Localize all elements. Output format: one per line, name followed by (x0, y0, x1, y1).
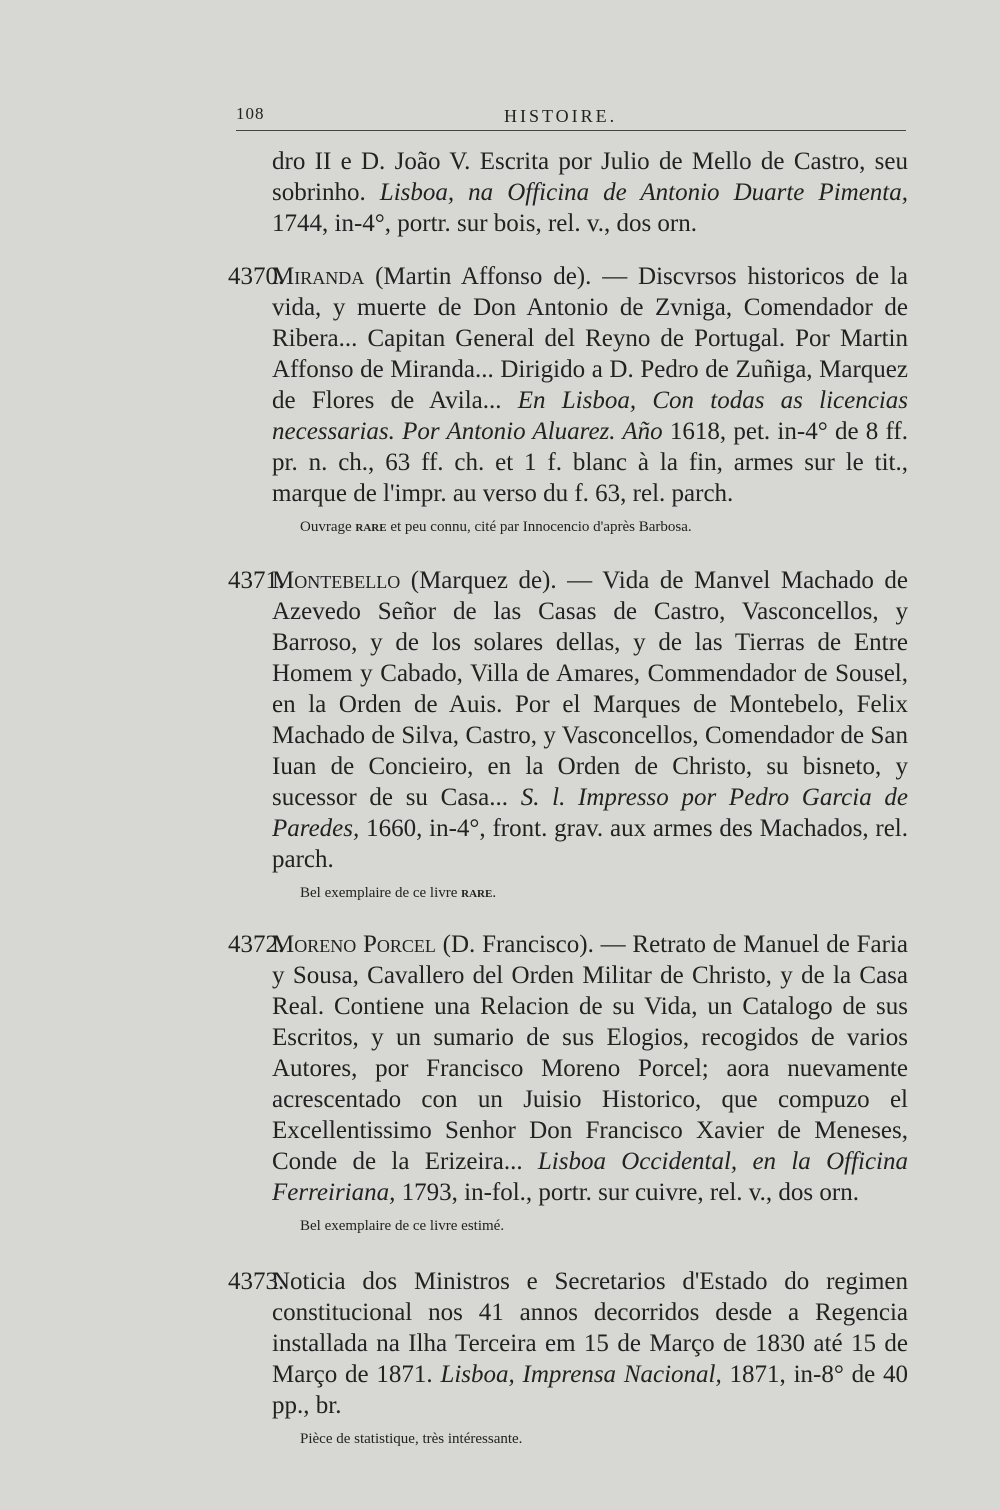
entry-author: Moreno Porcel (272, 931, 436, 958)
entry-author: Montebello (272, 567, 401, 594)
continuation-entry (228, 146, 908, 239)
entry-text: Noticia dos Ministros e Secretarios d'Estado do regimen constitucional nos 41 annos decorridos desde a Regencia installada na Ilha Terceira em 15 de Março de 1830 até 15 de Março de 1871. Lisboa, Imprensa Nacional, 1871, in-8° de 40 pp., br. (272, 1268, 908, 1419)
entry-number: 4371. (228, 567, 285, 594)
entry-note: Pièce de statistique, très intéressante. (300, 1431, 523, 1447)
entry-note: Bel exemplaire de ce livre rare. (300, 885, 497, 901)
page-header (236, 104, 906, 132)
entry-note: Bel exemplaire de ce livre estimé. (300, 1218, 505, 1234)
entry-text: Miranda (Martin Affonso de). — Discvrsos historicos de la vida, y muerte de Don Antonio de Zvniga, Comendador de Ribera... Capitan General del Reyno de Portugal. Por Martin Affonso de Miranda... Dirigido a D. Pedro de Zuñiga, Marquez de Flores de Avila... En Lisboa, Con todas as licencias necessarias. Por Antonio Aluarez. Año 1618, pet. in-4° de 8 ff. pr. n. ch., 63 ff. ch. et 1 f. blanc à la fin, armes sur le tit., marque de l'impr. au verso du f. 63, rel. parch. (272, 263, 909, 507)
continuation-text: dro II e D. João V. Escrita por Julio de Mello de Castro, seu sobrinho. Lisboa, na Officina de Antonio Duarte Pimenta, 1744, in-4°, portr. sur bois, rel. v., dos orn. (272, 148, 908, 237)
entry-text: Moreno Porcel (D. Francisco). — Retrato de Manuel de Faria y Sousa, Cavallero del Orden Militar de Christo, y de la Casa Real. Contiene una Relacion de su Vida, un Catalogo de sus Escritos, y un sumario de sus Elogios, recogidos de varios Autores, por Francisco Moreno Porcel; aora nuevamente acrescentado con un Juisio Historico, que compuzo el Excellentissimo Senhor Don Francisco Xavier de Meneses, Conde de la Erizeira... Lisboa Occidental, en la Officina Ferreiriana, 1793, in-fol., portr. sur cuivre, rel. v., dos orn. (272, 931, 908, 1206)
catalog-entry-4373 (228, 1266, 908, 1421)
catalog-entry-4370 (228, 261, 908, 509)
page-body (228, 146, 908, 1449)
catalog-entry-4371 (228, 565, 908, 875)
entry-number: 4372. (228, 931, 285, 958)
header-rule (236, 130, 906, 131)
page-number: 108 (236, 104, 265, 123)
entry-author: Miranda (272, 263, 365, 290)
entry-note: Ouvrage rare et peu connu, cité par Innocencio d'après Barbosa. (300, 519, 692, 535)
catalog-entry-4372 (228, 929, 908, 1208)
entry-number: 4373. (228, 1268, 285, 1295)
entry-number: 4370. (228, 263, 285, 290)
running-head: HISTOIRE. (504, 106, 618, 126)
entry-text: Montebello (Marquez de). — Vida de Manvel Machado de Azevedo Señor de las Casas de Castro, Vasconcellos, y Barroso, y de los solares dellas, y de las Tierras de Entre Homem y Cabado, Villa de Amares, Commendador de Sousel, en la Orden de Auis. Por el Marques de Montebelo, Felix Machado de Silva, Castro, y Vasconcellos, Comendador de San Iuan de Concieiro, en la Orden de Christo, su bisneto, y sucessor de su Casa... S. l. Impresso por Pedro Garcia de Paredes, 1660, in-4°, front. grav. aux armes des Machados, rel. parch. (272, 567, 908, 873)
